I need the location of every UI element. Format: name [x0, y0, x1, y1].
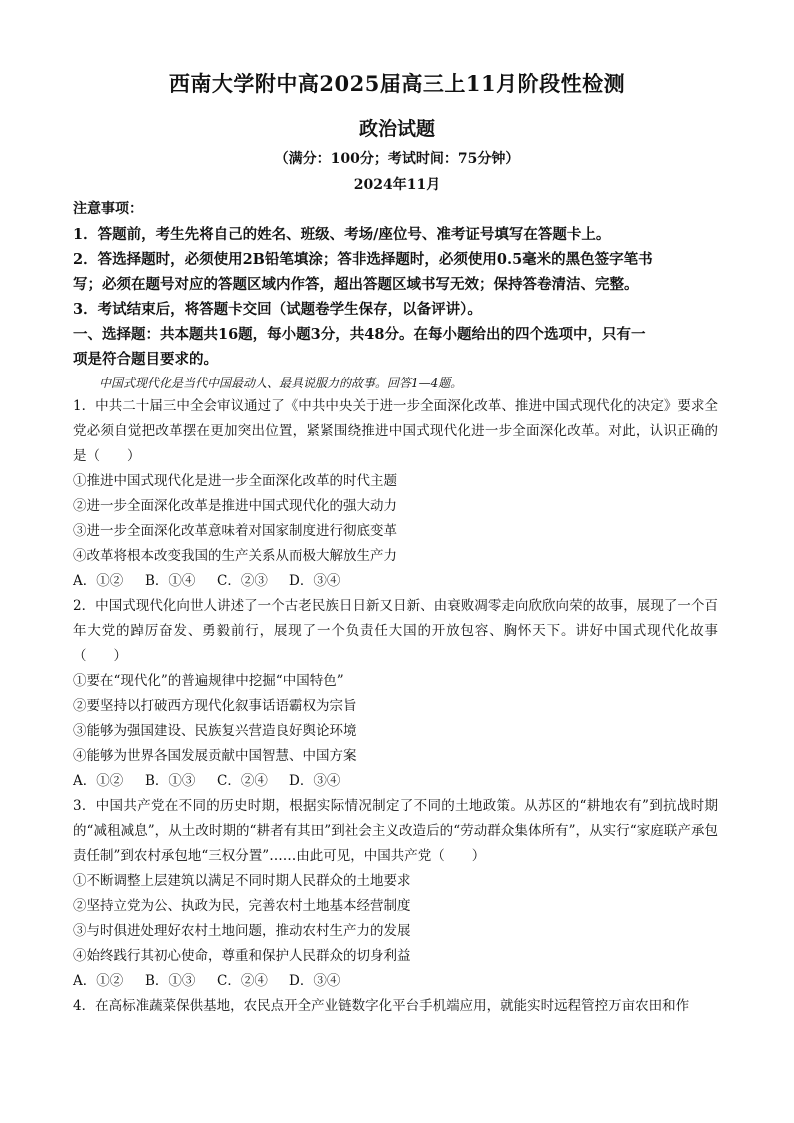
section-heading-cont: 项是符合题目要求的。 — [73, 351, 218, 368]
choice-b: B．①④ — [145, 573, 196, 589]
choice-c: C．②④ — [217, 773, 268, 789]
question-3-option-4: ④始终践行其初心使命，尊重和保护人民群众的切身利益 — [73, 948, 411, 964]
question-3-stem: 3．中国共产党在不同的历史时期，根据实际情况制定了不同的土地政策。从苏区的“耕地农有”到抗战时期的“减租减息”，从土改时期的“耕者有其田”到社会主义改造后的“劳动群众集体所有”，从实行“家庭联产承包责任制”到农村承包地“三权分置”……由此可见，中国共产党（ ） — [73, 798, 718, 864]
question-2-choices — [73, 769, 718, 794]
choice-c: C．②④ — [217, 973, 268, 989]
note-item-2-cont: 写；必须在题号对应的答题区域内作答，超出答题区域书写无效；保持答卷清洁、完整。 — [73, 276, 639, 293]
subject-title: 政治试题 — [358, 118, 435, 140]
question-3-choices — [73, 969, 718, 994]
question-1-choices — [73, 569, 718, 594]
section-intro: 中国式现代化是当代中国最动人、最具说服力的故事。回答1—4题。 — [99, 376, 463, 390]
question-2-stem: 2．中国式现代化向世人讲述了一个古老民族日日新又日新、由衰败凋零走向欣欣向荣的故事，展现了一个百年大党的踔厉奋发、勇毅前行，展现了一个负责任大国的开放包容、胸怀天下。讲好中国式现代化故事（ ） — [73, 598, 718, 664]
choice-a: A．①② — [73, 773, 124, 789]
choice-a: A．①② — [73, 973, 124, 989]
question-1-option-4: ④改革将根本改变我国的生产关系从而极大解放生产力 — [73, 548, 397, 564]
exam-content — [73, 197, 718, 1019]
choice-d: D．③④ — [289, 573, 341, 589]
note-item-3: 3．考试结束后，将答题卡交回（试题卷学生保存，以备评讲）。 — [73, 301, 482, 318]
question-3-option-2: ②坚持立党为公、执政为民，完善农村土地基本经营制度 — [73, 898, 411, 914]
choice-a: A．①② — [73, 573, 124, 589]
note-item-2: 2．答选择题时，必须使用2B铅笔填涂；答非选择题时，必须使用0.5毫米的黑色签字笔书 — [73, 251, 653, 268]
choice-d: D．③④ — [289, 773, 341, 789]
choice-b: B．①③ — [145, 973, 196, 989]
question-4-stem: 4．在高标准蔬菜保供基地，农民点开全产业链数字化平台手机端应用，就能实时远程管控万亩农田和作 — [73, 998, 690, 1014]
exam-info: （满分：100分；考试时间：75分钟） — [274, 151, 520, 167]
question-1-option-1: ①推进中国式现代化是进一步全面深化改革的时代主题 — [73, 473, 397, 489]
question-1-option-3: ③进一步全面深化改革意味着对国家制度进行彻底变革 — [73, 523, 397, 539]
exam-title: 西南大学附中高2025届高三上11月阶段性检测 — [168, 71, 626, 96]
choice-d: D．③④ — [289, 973, 341, 989]
question-2-option-2: ②要坚持以打破西方现代化叙事话语霸权为宗旨 — [73, 698, 357, 714]
question-1-stem: 1．中共二十届三中全会审议通过了《中共中央关于进一步全面深化改革、推进中国式现代化的决定》要求全党必须自觉把改革摆在更加突出位置，紧紧围绕推进中国式现代化进一步全面深化改革。对此，认识正确的是（ ） — [73, 398, 718, 464]
choice-b: B．①③ — [145, 773, 196, 789]
question-3-option-1: ①不断调整上层建筑以满足不同时期人民群众的土地要求 — [73, 873, 411, 889]
exam-date: 2024年11月 — [353, 177, 441, 193]
choice-c: C．②③ — [217, 573, 268, 589]
question-1-option-2: ②进一步全面深化改革是推进中国式现代化的强大动力 — [73, 498, 397, 514]
question-2-option-3: ③能够为强国建设、民族复兴营造良好舆论环境 — [73, 723, 357, 739]
note-item-1: 1．答题前，考生先将自己的姓名、班级、考场/座位号、准考证号填写在答题卡上。 — [73, 226, 611, 243]
question-2-option-4: ④能够为世界各国发展贡献中国智慧、中国方案 — [73, 748, 357, 764]
question-2-option-1: ①要在“现代化”的普遍规律中挖掘“中国特色” — [73, 673, 344, 689]
section-heading: 一、选择题：共本题共16题，每小题3分，共48分。在每小题给出的四个选项中，只有一 — [73, 326, 646, 343]
notes-heading: 注意事项： — [73, 201, 143, 217]
question-3-option-3: ③与时俱进处理好农村土地问题，推动农村生产力的发展 — [73, 923, 411, 939]
